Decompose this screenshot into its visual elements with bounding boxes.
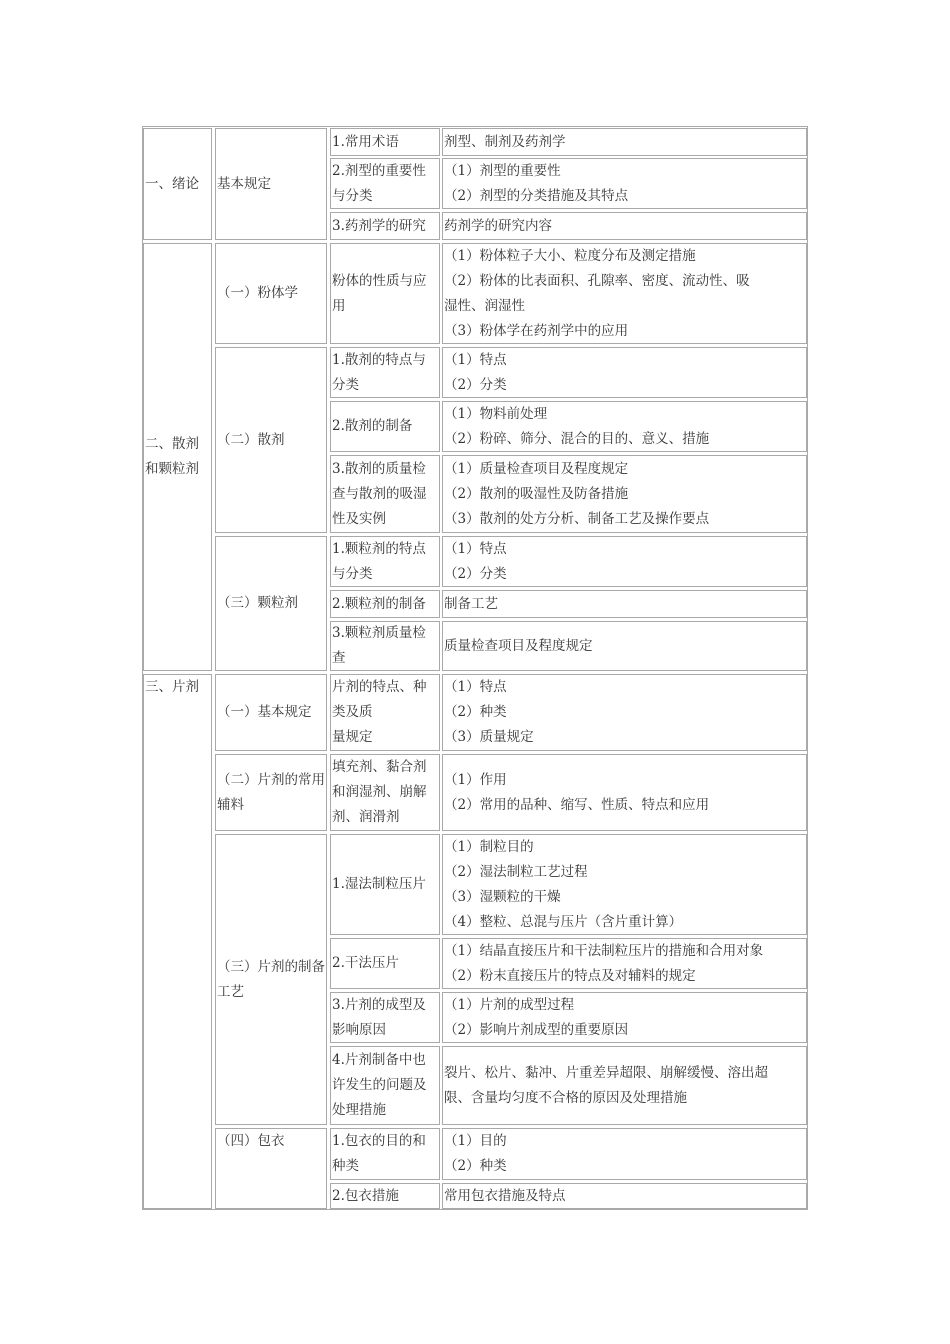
element-cell [330,347,440,398]
unit-title [215,243,327,344]
element-cell [330,938,440,989]
element-cell-line: 处理措施 [332,1102,386,1118]
content-cell-line: （3）湿颗粒的干燥 [444,888,561,905]
element-cell [330,674,440,751]
content-cell-line: （2）散剂的吸湿性及防备措施 [444,485,629,502]
element-cell [330,212,440,240]
content-cell-line: 剂型、制剂及药剂学 [444,133,566,150]
content-cell-line: （2）分类 [444,565,507,582]
element-cell [330,128,440,156]
content-cell [442,347,807,398]
content-cell-line: 裂片、松片、黏冲、片重差异超限、崩解缓慢、溶出超 [444,1064,768,1081]
element-cell [330,243,440,344]
element-cell-line: 查 [332,650,346,666]
content-cell [442,1128,807,1180]
element-cell-line: 影响原因 [332,1021,386,1038]
content-cell-line: （2）分类 [444,376,507,393]
element-cell-line: 2.颗粒剂的制备 [332,595,426,612]
content-cell-line: 湿性、润湿性 [444,297,525,314]
element-cell-line: 性及实例 [332,510,386,527]
content-cell-line: （3）质量规定 [444,729,534,745]
section-title [143,243,212,671]
content-cell-line: （1）质量检查项目及程度规定 [444,460,629,477]
element-cell [330,536,440,587]
content-cell-line: （1）粉体粒子大小、粒度分布及测定措施 [444,247,696,264]
content-cell [442,938,807,989]
element-cell [330,401,440,452]
element-cell [330,754,440,831]
content-cell [442,1183,807,1209]
content-cell-line: （1）制粒目的 [444,838,534,855]
content-cell-line: 常用包衣措施及特点 [444,1187,566,1204]
element-cell [330,1183,440,1209]
element-cell-line: 3.散剂的质量检 [332,460,426,477]
element-cell-line: 查与散剂的吸湿 [332,485,427,502]
element-cell-line: 种类 [332,1158,359,1174]
content-cell [442,590,807,618]
content-cell-line: （2）剂型的分类措施及其特点 [444,187,629,204]
element-cell-line: 4.片剂制备中也 [332,1052,426,1068]
unit-title-line: 辅料 [217,796,244,813]
element-cell-line: 1.湿法制粒压片 [332,876,426,892]
element-cell-line: 2.剂型的重要性 [332,162,426,179]
content-cell [442,455,807,533]
unit-title [215,754,327,831]
unit-title-line: （二）片剂的常用 [217,771,325,788]
unit-title-line: （二）散剂 [217,431,285,448]
unit-title [215,536,327,671]
content-cell-line: （1）特点 [444,351,507,368]
content-cell-line: 限、含量均匀度不合格的原因及处理措施 [444,1089,687,1106]
content-cell [442,401,807,452]
element-cell-line: 粉体的性质与应 [332,272,427,289]
element-cell-line: 填充剂、黏合剂 [332,759,427,775]
content-cell-line: （1）物料前处理 [444,405,548,422]
element-cell-line: 剂、润滑剂 [332,809,400,825]
section-title-line: 一、绪论 [145,175,199,192]
unit-title [215,128,327,240]
content-cell-line: 药剂学的研究内容 [444,217,552,234]
element-cell-line: 1.颗粒剂的特点 [332,540,426,557]
element-cell-line: 量规定 [332,729,373,745]
content-cell [442,992,807,1043]
element-cell [330,992,440,1043]
section-title-line: 三、片剂 [145,679,199,695]
element-cell-line: 与分类 [332,565,373,582]
content-cell [442,212,807,240]
content-cell [442,243,807,344]
element-cell-line: 类及质 [332,704,373,720]
element-cell-line: 2.干法压片 [332,955,399,971]
element-cell-line: 与分类 [332,187,373,204]
content-cell-line: （2）种类 [444,1158,507,1174]
content-cell [442,128,807,156]
content-cell [442,674,807,751]
element-cell [330,455,440,533]
content-cell-line: （2）影响片剂成型的重要原因 [444,1021,629,1038]
content-cell-line: （2）种类 [444,704,507,720]
element-cell-line: 1.散剂的特点与 [332,351,426,368]
content-cell-line: （1）结晶直接压片和干法制粒压片的措施和合用对象 [444,942,764,959]
unit-title [215,834,327,1125]
content-cell [442,158,807,209]
element-cell-line: 1.常用术语 [332,133,399,150]
element-cell-line: 用 [332,297,346,314]
unit-title-line: （三）颗粒剂 [217,595,298,611]
unit-title-line: 基本规定 [217,175,271,192]
unit-title [215,1128,327,1209]
element-cell-line: 许发生的问题及 [332,1077,427,1093]
content-cell-line: （2）粉碎、筛分、混合的目的、意义、措施 [444,430,710,447]
unit-title-line: （四）包衣 [217,1133,285,1149]
element-cell [330,621,440,671]
section-title-line: 和颗粒剂 [145,461,199,477]
content-cell-line: （1）特点 [444,540,507,557]
unit-title-line: （一）基本规定 [217,704,312,720]
section-title-line: 二、散剂 [145,436,199,452]
unit-title [215,674,327,751]
element-cell-line: 片剂的特点、种 [332,679,427,695]
element-cell-line: 3.药剂学的研究 [332,217,426,234]
content-cell-line: 质量检查项目及程度规定 [444,637,593,654]
unit-title [215,347,327,533]
syllabus-table [142,126,808,1210]
content-cell-line: （1）特点 [444,679,507,695]
content-cell-line: （1）剂型的重要性 [444,162,561,179]
element-cell-line: 分类 [332,376,359,393]
element-cell-line: 2.包衣措施 [332,1187,399,1204]
element-cell-line: 和润湿剂、崩解 [332,784,427,800]
unit-title-line: （一）粉体学 [217,285,298,301]
content-cell-line: （3）粉体学在药剂学中的应用 [444,322,629,339]
content-cell-line: （1）目的 [444,1133,507,1149]
content-cell-line: （2）湿法制粒工艺过程 [444,863,588,880]
section-title [143,674,212,1209]
section-title [143,128,212,240]
content-cell-line: （1）片剂的成型过程 [444,996,575,1013]
content-cell [442,536,807,587]
content-cell [442,754,807,831]
element-cell-line: 3.颗粒剂质量检 [332,625,426,641]
element-cell-line: 2.散剂的制备 [332,418,413,434]
content-cell-line: （3）散剂的处方分析、制备工艺及操作要点 [444,510,710,527]
content-cell-line: （1）作用 [444,771,507,788]
unit-title-line: （三）片剂的制备 [217,958,325,975]
content-cell-line: （4）整粒、总混与压片（含片重计算） [444,913,683,930]
element-cell-line: 3.片剂的成型及 [332,996,426,1013]
content-cell [442,1046,807,1125]
element-cell [330,834,440,935]
element-cell [330,158,440,209]
unit-title-line: 工艺 [217,983,244,1000]
content-cell [442,834,807,935]
element-cell-line: 1.包衣的目的和 [332,1133,426,1149]
content-cell-line: （2）粉末直接压片的特点及对辅料的规定 [444,967,696,984]
element-cell [330,1128,440,1180]
element-cell [330,1046,440,1125]
content-cell-line: （2）粉体的比表面积、孔隙率、密度、流动性、吸 [444,272,750,289]
element-cell [330,590,440,618]
content-cell [442,621,807,671]
content-cell-line: （2）常用的品种、缩写、性质、特点和应用 [444,796,710,813]
content-cell-line: 制备工艺 [444,595,498,612]
